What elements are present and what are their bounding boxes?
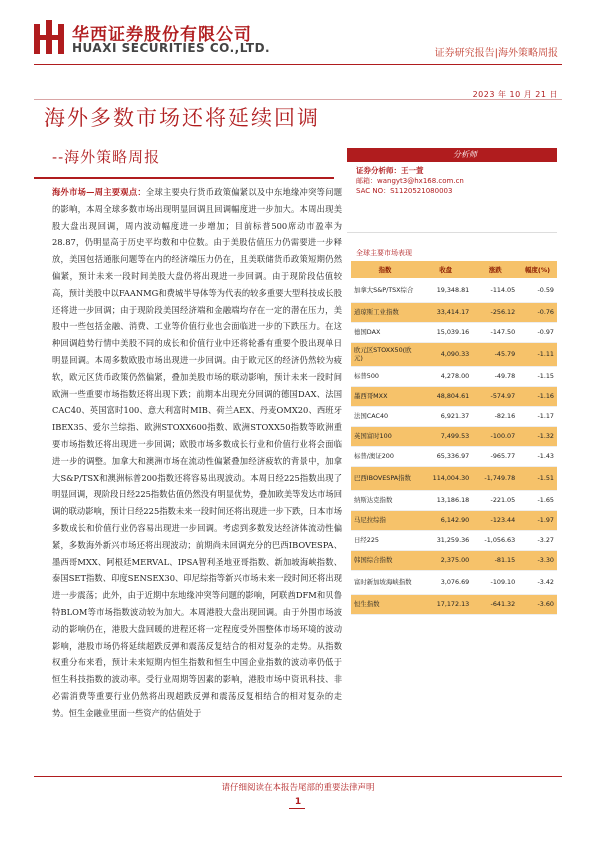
change-value: -114.05 [472, 278, 518, 302]
close-value: 6,142.90 [419, 510, 472, 530]
analyst-box-header [347, 148, 557, 162]
table-row [351, 594, 557, 614]
company-name-en: HUAXI SECURITIES CO.,LTD. [72, 41, 271, 55]
close-value: 114,004.30 [419, 466, 472, 490]
index-name: 恒生指数 [351, 594, 419, 614]
index-name: 加拿大S&P/TSX综合 [351, 278, 419, 302]
close-value: 48,804.61 [419, 386, 472, 406]
close-value: 31,259.36 [419, 530, 472, 550]
pct-value: -3.42 [518, 570, 557, 594]
table-row [351, 342, 557, 366]
page-number: 1 [294, 797, 302, 807]
analyst-sac: SAC NO：S1120521080003 [356, 187, 453, 195]
pct-value: -3.30 [518, 550, 557, 570]
index-name: 欧元区STOXX50(欧元) [351, 342, 419, 366]
close-value: 13,186.18 [419, 490, 472, 510]
index-name: 富时新加坡海峡指数 [351, 570, 419, 594]
pct-value: -1.15 [518, 366, 557, 386]
change-value: -100.07 [472, 426, 518, 446]
report-date: 2023 年 10 月 21 日 [472, 90, 558, 99]
table-row [351, 406, 557, 426]
table-row [351, 386, 557, 406]
company-logo-icon [34, 20, 64, 54]
index-name: 墨西哥MXX [351, 386, 419, 406]
change-value: -221.05 [472, 490, 518, 510]
analyst-divider [347, 232, 557, 233]
body-paragraph: 全球主要央行货币政策偏紧以及中东地缘冲突等问题的影响，本周全球多数市场出现明显回调且回调幅度进一步加大。本周出现美股大盘出现回调，周内波动幅度进一步增加；目前标普500席动市盈率为28.87，仍明显高于历史平均数和中位数。由于美股估值压力仍需要进一步释放，美国包括通胀问题等在内的经济端压力仍在，且美联储货币政策短期仍然偏紧，预计未来一段时间美股大盘仍将出现进一步回调。由于现阶段估值较高，预计美股中以FAANMG和费城半导体等为代表的较多重要大型科技成长股还将进一步回调；由于现阶段美国经济端和金融端均存在一定的潜在压力，美股中一些包括金融、消费、工业等价值行业也会面临进一步的下跌压力。在这种回调趋势行情中美股不同的成长和价值行业中还将轮番有重要个股出现单日明显回调。本周多数欧股市场出现进一步回调。由于欧元区的经济仍然较为疲软，欧元区货币政策仍然偏紧，叠加美股市场的联动影响，预计未来一段时间欧洲一些重要市场指数还将出现下跌；前期本出现充分回调的德国DAX、法国CAC40、英国富时100、意大利富时MIB、荷兰AEX、丹麦OMX20、西班牙IBEX35、爱尔兰综指、欧洲STOXX600指数、欧洲STOXX50指数等欧洲重要市场指数还将出现进一步回调；欧股市场多数成长行业和价值行业将会面临进一步的调整。加拿大和澳洲市场在流动性偏紧叠加经济疲软的背景中，加拿大S&P/TSX和澳洲标普200指数还将容易出现波动。本周日经225指数出现了明显回调，现阶段日经225指数估值仍然没有明显优势，叠加欧美等发达市场回调的联动影响，预计日经225指数未来一段时间还将出现进一步下跌，日本市场多数成长和价值行业仍容易出现进一步回调。考虑到多数发达经济体流动性偏紧，多数海外新兴市场还将出现波动；前期尚未回调充分的巴西IBOVESPA、墨西哥MXX、阿根廷MERVAL、IPSA智利圣地亚哥指数、新加坡海峡指数、泰国SET指数、印度SENSEX30、印尼综指等新兴市场未来一段时间还将出现进一步震荡；此外，由于近期中东地缘冲突等问题的影响，阿联酋DFM和贝鲁特BLOM等市场指数波动较为加大。本周港股大盘出现回调。由于外围市场波动的影响仍在，港股大盘回暖的进程还将一定程度受外围整体市场环境的波动影响，港股市场仍将延续超跌反弹和震荡反复结合的相对复杂的走势。从指数权重分布来看，预计未来短期内恒生指数和恒生中国企业指数的波动率仍低于恒生科技指数的波动率。受行业周期等因素的影响，港股市场中资讯科技、非必需消费等重要行业仍然将出现超跌反弹和震荡反复相结合的相对复杂的走势。恒生金融业里面一些资产的估值处于 [52, 187, 342, 718]
table-header-row [351, 261, 557, 278]
table-row [351, 322, 557, 342]
table-row [351, 550, 557, 570]
pct-value: -1.17 [518, 406, 557, 426]
header-divider [34, 64, 562, 65]
close-value: 7,499.53 [419, 426, 472, 446]
close-value: 15,039.16 [419, 322, 472, 342]
change-value: -256.12 [472, 302, 518, 322]
col-header-close: 收盘 [419, 261, 472, 278]
change-value: -45.79 [472, 342, 518, 366]
change-value: -574.97 [472, 386, 518, 406]
report-type: 证券研究报告|海外策略周报 [434, 48, 558, 59]
market-performance-table [351, 261, 557, 615]
analyst-name: 证券分析师：王一萱 [356, 166, 424, 175]
pct-value: -0.76 [518, 302, 557, 322]
change-value: -1,056.63 [472, 530, 518, 550]
close-value: 4,090.33 [419, 342, 472, 366]
index-name: 纳斯达克指数 [351, 490, 419, 510]
change-value: -49.78 [472, 366, 518, 386]
close-value: 3,076.69 [419, 570, 472, 594]
index-name: 德国DAX [351, 322, 419, 342]
subtitle-divider [34, 177, 334, 179]
pct-value: -1.11 [518, 342, 557, 366]
pct-value: -1.97 [518, 510, 557, 530]
pct-value: -1.65 [518, 490, 557, 510]
pct-value: -0.97 [518, 322, 557, 342]
index-name: 英国富时100 [351, 426, 419, 446]
legal-notice: 请仔细阅读在本报告尾部的重要法律声明 [221, 783, 375, 793]
change-value: -147.50 [472, 322, 518, 342]
table-row [351, 530, 557, 550]
table-row [351, 278, 557, 302]
close-value: 19,348.81 [419, 278, 472, 302]
close-value: 4,278.00 [419, 366, 472, 386]
report-subtitle: --海外策略周报 [52, 148, 161, 166]
index-name: 标普500 [351, 366, 419, 386]
index-name: 法国CAC40 [351, 406, 419, 426]
market-table-title: 全球主要市场表现 [356, 249, 412, 257]
change-value: -81.15 [472, 550, 518, 570]
change-value: -109.10 [472, 570, 518, 594]
table-row [351, 490, 557, 510]
col-header-index: 指数 [351, 261, 419, 278]
pct-value: -3.60 [518, 594, 557, 614]
close-value: 17,172.13 [419, 594, 472, 614]
pct-value: -1.32 [518, 426, 557, 446]
pct-value: -1.51 [518, 466, 557, 490]
table-row [351, 426, 557, 446]
index-name: 标普/澳证200 [351, 446, 419, 466]
index-name: 马尼拉综指 [351, 510, 419, 530]
index-name: 韩国综合指数 [351, 550, 419, 570]
close-value: 33,414.17 [419, 302, 472, 322]
table-row [351, 302, 557, 322]
index-name: 道琼斯工业指数 [351, 302, 419, 322]
change-value: -1,749.78 [472, 466, 518, 490]
table-row [351, 366, 557, 386]
index-name: 日经225 [351, 530, 419, 550]
body-lead: 海外市场—周主要观点： [52, 187, 146, 197]
pct-value: -3.27 [518, 530, 557, 550]
table-row [351, 510, 557, 530]
col-header-pct: 幅度(%) [518, 261, 557, 278]
close-value: 65,336.97 [419, 446, 472, 466]
table-row [351, 570, 557, 594]
pct-value: -0.59 [518, 278, 557, 302]
date-divider [34, 99, 562, 100]
table-row [351, 466, 557, 490]
pct-value: -1.16 [518, 386, 557, 406]
change-value: -965.77 [472, 446, 518, 466]
col-header-change: 涨跌 [472, 261, 518, 278]
close-value: 6,921.37 [419, 406, 472, 426]
change-value: -123.44 [472, 510, 518, 530]
report-title: 海外多数市场还将延续回调 [44, 106, 320, 130]
table-row [351, 446, 557, 466]
main-body-text [52, 184, 342, 722]
analyst-email[interactable]: 邮箱：wangyt3@hx168.com.cn [356, 177, 464, 185]
close-value: 2,375.00 [419, 550, 472, 570]
pct-value: -1.43 [518, 446, 557, 466]
page-number-underline [289, 808, 305, 809]
analyst-info [356, 166, 464, 196]
change-value: -82.16 [472, 406, 518, 426]
index-name: 巴西IBOVESPA指数 [351, 466, 419, 490]
change-value: -641.32 [472, 594, 518, 614]
footer-divider [34, 776, 562, 777]
company-name-cn: 华西证券股份有限公司 [72, 25, 252, 45]
analyst-box-label: 分析师 [453, 150, 477, 159]
